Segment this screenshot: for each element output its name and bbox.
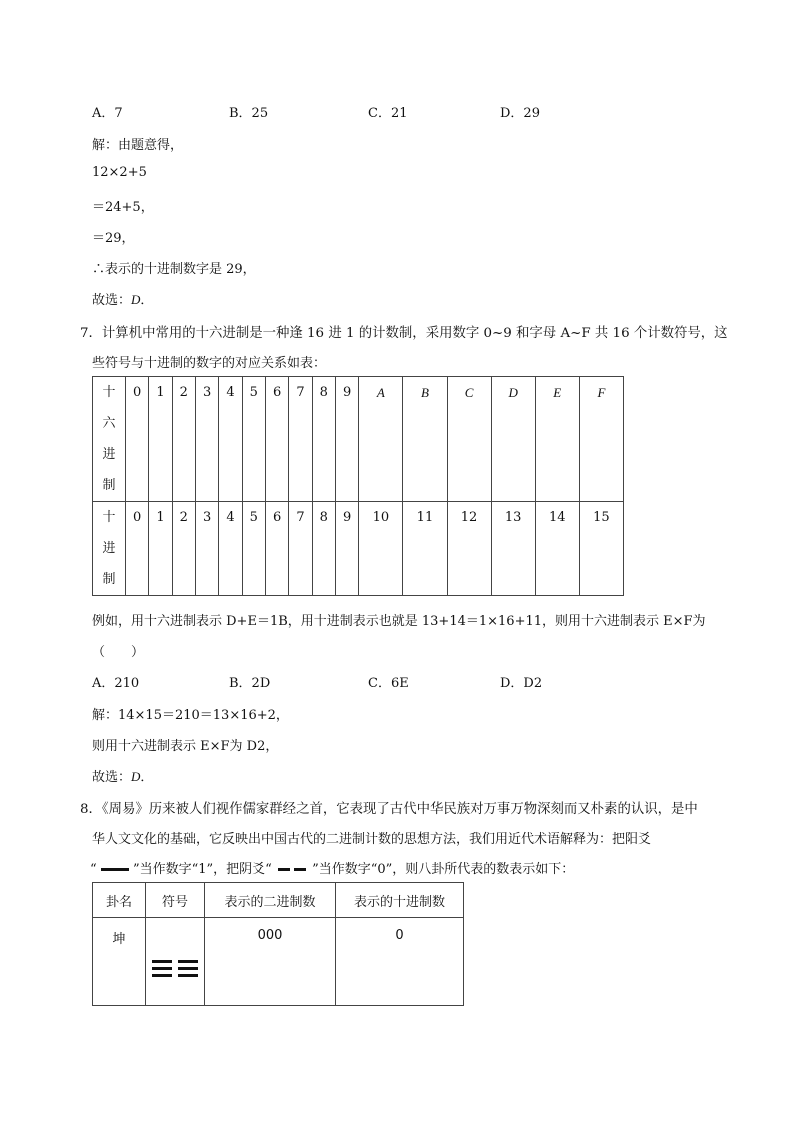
row-header-char: 十 xyxy=(102,385,116,400)
q6-answer: 故选：D． xyxy=(92,292,154,308)
table-cell: B xyxy=(403,377,447,502)
column-header: 表示的十进制数 xyxy=(336,883,464,918)
trigram-name: 坤 xyxy=(93,918,146,1006)
table-cell: 2 xyxy=(172,377,195,502)
table-cell: 0 xyxy=(126,377,149,502)
q7-solution-line: 解：14×15＝210＝13×16+2， xyxy=(92,708,289,723)
table-cell: 1 xyxy=(149,502,172,596)
trigram-symbol-cell xyxy=(146,918,205,1006)
table-cell: 9 xyxy=(335,502,358,596)
table-cell: 6 xyxy=(265,502,288,596)
row-header-decimal xyxy=(93,502,126,596)
q6-option-d: D．29 xyxy=(500,106,540,121)
table-cell: A xyxy=(359,377,403,502)
q8-stem-line3: “ ”当作数字“1”，把阴爻“ ”当作数字“0”，则八卦所代表的数表示如下： xyxy=(90,862,575,877)
table-cell: F xyxy=(579,377,623,502)
table-cell: 7 xyxy=(289,377,312,502)
table-cell: 11 xyxy=(403,502,447,596)
row-header-char: 进 xyxy=(102,447,116,462)
q7-option-c: C．6E xyxy=(368,676,409,691)
table-row-hex xyxy=(93,377,624,502)
table-cell: 2 xyxy=(172,502,195,596)
table-cell: 4 xyxy=(219,377,242,502)
table-cell: 3 xyxy=(195,377,218,502)
table-cell: D xyxy=(491,377,535,502)
row-header-char: 十 xyxy=(102,510,116,525)
table-cell: 1 xyxy=(149,377,172,502)
q6-option-a: A．7 xyxy=(92,106,123,121)
kun-trigram-icon xyxy=(152,956,198,981)
q7-stem-line1: 7．计算机中常用的十六进制是一种逢 16 进 1 的计数制，采用数字 0~9 和字母 A~F 共 16 个计数符号，这 xyxy=(80,326,728,341)
q6-solution-line: ＝29， xyxy=(92,231,135,246)
row-header-char: 制 xyxy=(102,572,116,587)
row-header-char: 制 xyxy=(102,478,116,493)
table-cell: 5 xyxy=(242,377,265,502)
column-header: 表示的二进制数 xyxy=(205,883,336,918)
yang-line-icon xyxy=(101,868,129,871)
table-row-decimal xyxy=(93,502,624,596)
q7-option-a: A．210 xyxy=(92,676,140,691)
q7-answer: 故选：D． xyxy=(92,769,154,785)
q7-option-d: D．D2 xyxy=(500,676,543,691)
table-cell: C xyxy=(447,377,491,502)
table-cell: 12 xyxy=(447,502,491,596)
row-header-hex xyxy=(93,377,126,502)
row-header-char: 六 xyxy=(102,416,116,431)
table-cell: 10 xyxy=(359,502,403,596)
trigram-table xyxy=(92,882,464,1006)
table-row xyxy=(93,918,464,1006)
q6-option-b: B．25 xyxy=(229,106,269,121)
column-header: 符号 xyxy=(146,883,205,918)
yin-line-icon xyxy=(278,868,290,871)
table-cell: 7 xyxy=(289,502,312,596)
binary-value: 000 xyxy=(205,918,336,1006)
q6-solution-line: ＝24+5， xyxy=(92,200,154,215)
table-cell: 3 xyxy=(195,502,218,596)
table-cell: 5 xyxy=(242,502,265,596)
table-cell: 6 xyxy=(265,377,288,502)
q7-example: 例如，用十六进制表示 D+E＝1B，用十进制表示也就是 13+14＝1×16+11，则用十六进制表示 E×F为 xyxy=(92,614,706,629)
yin-line-icon xyxy=(294,868,306,871)
decimal-value: 0 xyxy=(336,918,464,1006)
table-cell: 13 xyxy=(491,502,535,596)
table-header-row xyxy=(93,883,464,918)
q7-option-b: B．2D xyxy=(229,676,271,691)
hex-decimal-table xyxy=(92,376,624,596)
table-cell: 0 xyxy=(126,502,149,596)
table-cell: 9 xyxy=(335,377,358,502)
q8-stem-line2: 华人文文化的基础，它反映出中国古代的二进制计数的思想方法，我们用近代术语解释为：把阳爻 xyxy=(92,832,652,847)
table-cell: 14 xyxy=(535,502,579,596)
column-header: 卦名 xyxy=(93,883,146,918)
table-cell: 4 xyxy=(219,502,242,596)
row-header-char: 进 xyxy=(102,541,116,556)
q6-solution-line: 解：由题意得， xyxy=(92,138,184,153)
table-cell: 15 xyxy=(579,502,623,596)
table-cell: 8 xyxy=(312,502,335,596)
q7-solution-line: 则用十六进制表示 E×F为 D2， xyxy=(92,739,279,754)
table-cell: E xyxy=(535,377,579,502)
q6-option-c: C．21 xyxy=(368,106,408,121)
q7-stem-line2: 些符号与十进制的数字的对应关系如表： xyxy=(92,356,327,371)
q7-answer-paren: （ ） xyxy=(92,645,145,660)
q8-stem-line1: 8．《周易》历来被人们视作儒家群经之首，它表现了古代中华民族对万事万物深刻而又朴素的认识，是中 xyxy=(80,802,698,817)
table-cell: 8 xyxy=(312,377,335,502)
q6-solution-line: 12×2+5 xyxy=(92,165,147,180)
q6-solution-line: ∴表示的十进制数字是 29， xyxy=(92,262,256,277)
